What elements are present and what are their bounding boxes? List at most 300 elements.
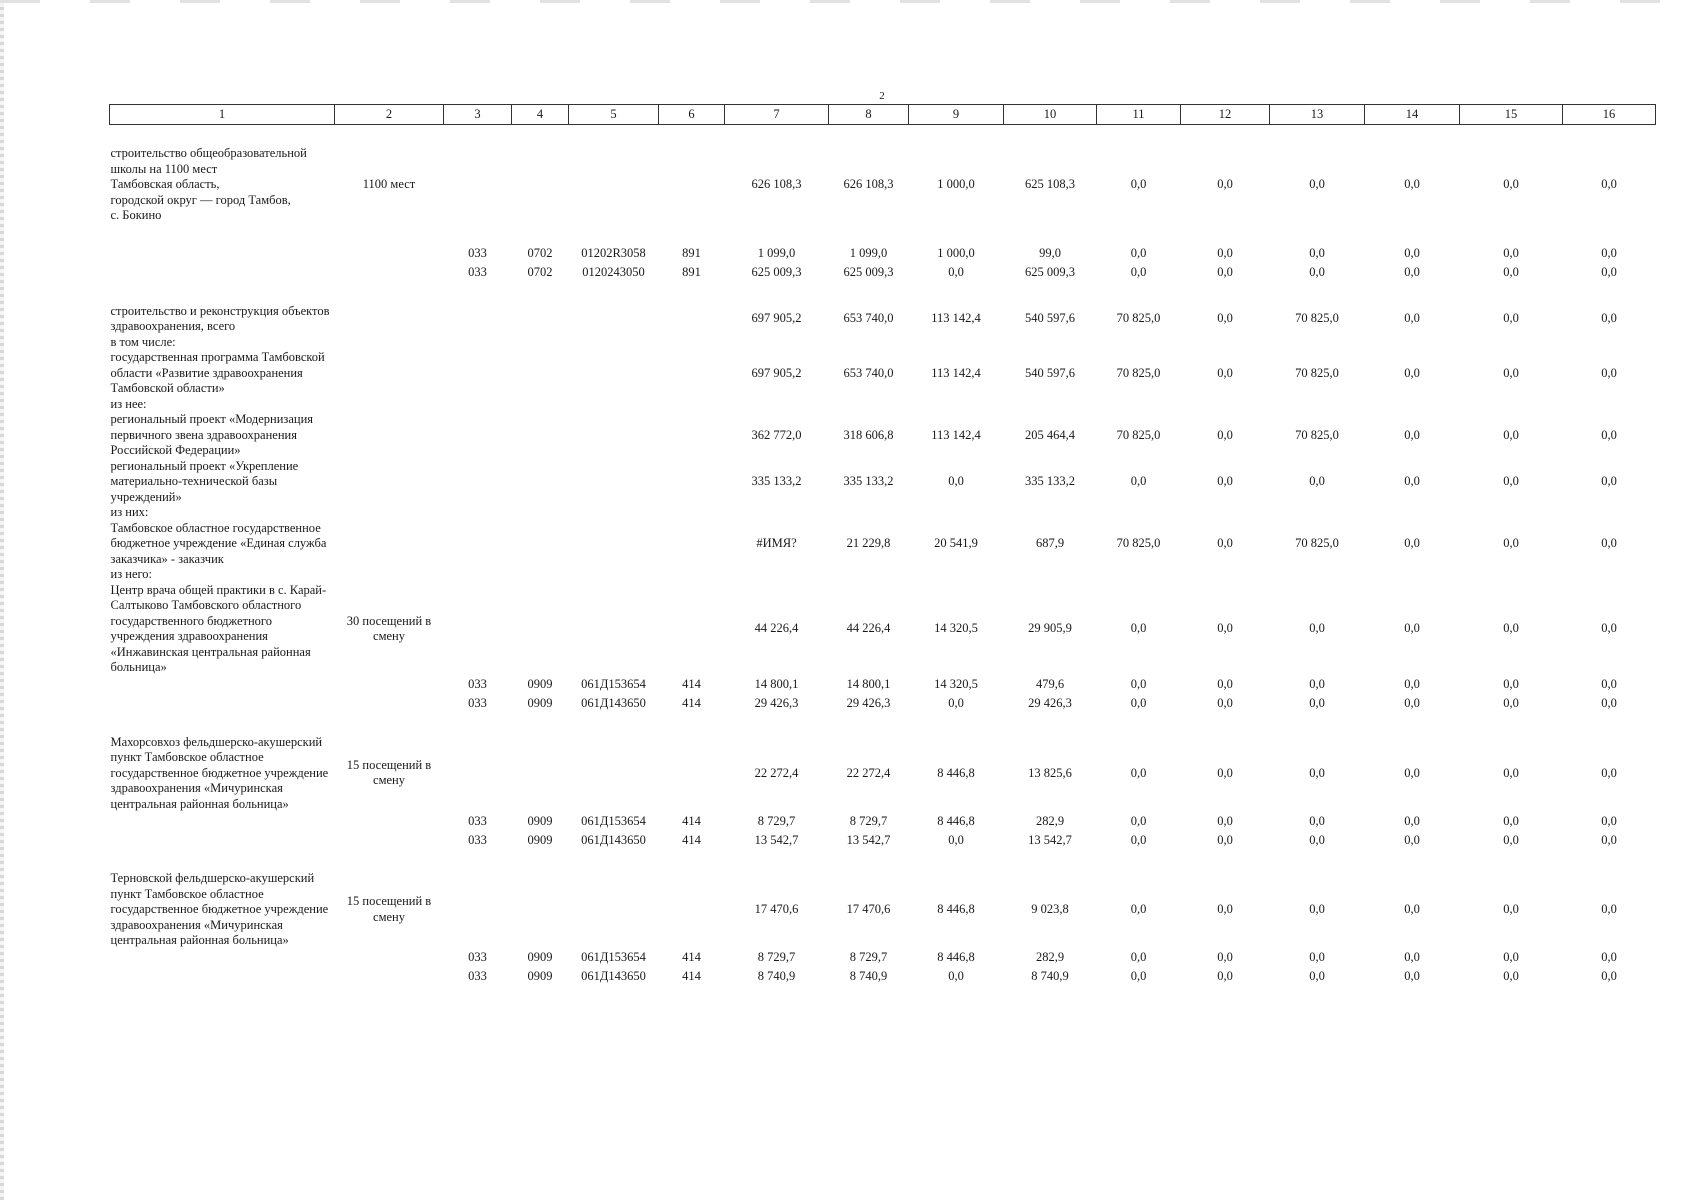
- target-code: [569, 146, 659, 224]
- section-label: из них:: [110, 505, 149, 519]
- value-col-16: 0,0: [1601, 311, 1617, 326]
- value-col-10: 625 009,3: [1025, 265, 1075, 280]
- ministry-code: [444, 350, 512, 397]
- value-col-13: 0,0: [1309, 696, 1325, 711]
- target-code: [569, 412, 659, 459]
- spacer-row: [110, 224, 1656, 245]
- value-col-7: 8 729,7: [757, 813, 796, 828]
- value-col-11: 70 825,0: [1116, 311, 1161, 326]
- value-col-16: 0,0: [1601, 969, 1617, 984]
- value-col-11: 0,0: [1130, 832, 1147, 847]
- object-row: [110, 871, 1656, 949]
- section-code: [512, 459, 569, 506]
- value-col-12: 0,0: [1217, 813, 1233, 828]
- value-col-13: 0,0: [1309, 677, 1325, 692]
- value-col-15: 0,0: [1503, 832, 1519, 847]
- value-col-14: 0,0: [1404, 246, 1420, 261]
- budget-code-row: [110, 831, 1656, 850]
- value-col-8: 625 009,3: [843, 265, 894, 280]
- value-col-7: 8 729,7: [757, 950, 796, 965]
- value-col-15: 0,0: [1503, 969, 1519, 984]
- target-code: 061Д153654: [581, 813, 646, 828]
- value-col-11: 0,0: [1130, 813, 1147, 828]
- value-col-7: 44 226,4: [754, 621, 799, 636]
- capacity: [335, 968, 444, 987]
- object-row: [110, 412, 1656, 459]
- object-row: [110, 304, 1656, 335]
- section-code: 0909: [527, 832, 553, 847]
- object-name: [110, 676, 335, 695]
- value-col-11: 0,0: [1130, 474, 1147, 488]
- value-col-13: 0,0: [1309, 813, 1325, 828]
- expense-type-code: 891: [682, 265, 701, 280]
- value-col-15: 0,0: [1503, 177, 1519, 191]
- column-header-13: 13: [1270, 105, 1365, 125]
- capacity: 15 посещений в смену: [346, 894, 432, 924]
- target-code: 061Д143650: [581, 969, 646, 984]
- section-code: [512, 735, 569, 813]
- ministry-code: 033: [468, 677, 487, 692]
- object-name: [110, 245, 335, 264]
- page-number: 2: [879, 90, 885, 102]
- object-name: Тамбовское областное государственное бюджетное учреждение «Единая служба заказчика» - заказчик: [110, 520, 327, 566]
- value-col-9: 14 320,5: [934, 677, 978, 692]
- table-body: [110, 125, 1656, 987]
- value-col-11: 0,0: [1130, 265, 1147, 280]
- value-col-11: 0,0: [1130, 902, 1147, 916]
- value-col-15: 0,0: [1503, 246, 1519, 261]
- value-col-12: 0,0: [1217, 621, 1233, 636]
- object-name: строительство и реконструкция объектов здравоохранения, всего: [110, 303, 330, 333]
- value-col-12: 0,0: [1217, 365, 1233, 380]
- value-col-14: 0,0: [1404, 696, 1420, 711]
- capacity: [335, 245, 444, 264]
- column-header-12: 12: [1181, 105, 1270, 125]
- expense-type-code: 414: [682, 696, 701, 711]
- budget-code-row: [110, 812, 1656, 831]
- value-col-9: 0,0: [948, 969, 964, 984]
- value-col-10: 8 740,9: [1031, 969, 1069, 984]
- expense-type-code: 414: [682, 950, 701, 965]
- ministry-code: [444, 459, 512, 506]
- ministry-code: 033: [468, 950, 487, 965]
- value-col-8: 29 426,3: [846, 696, 891, 711]
- value-col-7: 626 108,3: [751, 177, 802, 191]
- capacity: [335, 812, 444, 831]
- value-col-10: 540 597,6: [1025, 311, 1075, 326]
- value-col-8: 17 470,6: [846, 902, 891, 916]
- value-col-11: 0,0: [1130, 969, 1147, 984]
- column-header-14: 14: [1365, 105, 1460, 125]
- column-number-header: [110, 105, 1656, 125]
- section-label-row: [110, 567, 1656, 583]
- value-col-12: 0,0: [1217, 677, 1233, 692]
- value-col-12: 0,0: [1217, 311, 1233, 326]
- object-row: [110, 350, 1656, 397]
- value-col-9: 0,0: [948, 832, 964, 847]
- value-col-16: 0,0: [1601, 536, 1617, 550]
- value-col-13: 0,0: [1309, 832, 1325, 847]
- section-label-row: [110, 397, 1656, 413]
- value-col-12: 0,0: [1217, 265, 1233, 280]
- value-col-12: 0,0: [1217, 177, 1233, 191]
- column-header-5: 5: [569, 105, 659, 125]
- value-col-13: 0,0: [1309, 246, 1325, 261]
- expense-type-code: [659, 521, 725, 568]
- value-col-13: 70 825,0: [1295, 311, 1339, 326]
- section-code: [512, 146, 569, 224]
- ministry-code: 033: [468, 969, 487, 984]
- value-col-12: 0,0: [1217, 832, 1233, 847]
- capacity: 1100 мест: [362, 177, 416, 191]
- value-col-14: 0,0: [1404, 832, 1420, 847]
- value-col-9: 113 142,4: [931, 365, 981, 380]
- value-col-8: 653 740,0: [843, 311, 894, 326]
- value-col-9: 8 446,8: [937, 765, 975, 780]
- expense-type-code: [659, 146, 725, 224]
- value-col-16: 0,0: [1601, 427, 1617, 442]
- expense-type-code: [659, 459, 725, 506]
- value-col-14: 0,0: [1404, 365, 1420, 380]
- value-col-9: 1 000,0: [937, 177, 975, 191]
- section-code: 0909: [527, 696, 553, 711]
- value-col-15: 0,0: [1503, 427, 1519, 442]
- capacity: [335, 695, 444, 714]
- value-col-8: 1 099,0: [849, 246, 888, 261]
- value-col-13: 0,0: [1309, 969, 1325, 984]
- value-col-11: 0,0: [1130, 677, 1147, 692]
- value-col-9: 14 320,5: [934, 621, 978, 636]
- value-col-14: 0,0: [1404, 902, 1420, 916]
- target-code: 061Д143650: [581, 832, 646, 847]
- value-col-14: 0,0: [1404, 427, 1420, 442]
- section-code: 0909: [527, 969, 553, 984]
- value-col-10: 99,0: [1039, 246, 1061, 261]
- value-col-13: 0,0: [1309, 621, 1325, 636]
- value-col-13: 0,0: [1309, 902, 1325, 916]
- object-name: региональный проект «Модернизация первичного звена здравоохранения Российской Федерации»: [110, 412, 314, 457]
- section-code: 0702: [527, 246, 553, 261]
- expense-type-code: [659, 412, 725, 459]
- object-name: строительство общеобразовательной школы на 1100 мест Тамбовская область, городской округ — город Тамбов, с. Бокино: [110, 146, 307, 222]
- value-col-12: 0,0: [1217, 950, 1233, 965]
- object-name: государственная программа Тамбовской области «Развитие здравоохранения Тамбовской области»: [110, 350, 325, 395]
- value-col-8: 318 606,8: [843, 427, 894, 442]
- value-col-14: 0,0: [1404, 265, 1420, 280]
- value-col-14: 0,0: [1404, 177, 1420, 191]
- value-col-11: 0,0: [1130, 177, 1147, 191]
- target-code: [569, 871, 659, 949]
- target-code: [569, 735, 659, 813]
- expense-type-code: [659, 304, 725, 335]
- value-col-8: 653 740,0: [843, 365, 894, 380]
- capacity: [335, 459, 444, 506]
- value-col-8: 21 229,8: [846, 536, 891, 550]
- budget-table: [109, 104, 1656, 987]
- value-col-13: 0,0: [1309, 950, 1325, 965]
- capacity: 30 посещений в смену: [346, 613, 432, 643]
- column-header-3: 3: [444, 105, 512, 125]
- value-col-7: 335 133,2: [751, 474, 802, 488]
- value-col-8: 8 729,7: [849, 950, 888, 965]
- target-code: 01202R3058: [581, 246, 646, 261]
- column-header-9: 9: [909, 105, 1004, 125]
- value-col-15: 0,0: [1503, 950, 1519, 965]
- capacity: [335, 676, 444, 695]
- object-name: Махорсовхоз фельдшерско-акушерский пункт Тамбовское областное государственное бюджетное учреждение здравоохранения «Мичуринская центральная районная больница»: [110, 734, 329, 811]
- value-col-10: 9 023,8: [1031, 902, 1069, 916]
- target-code: [569, 350, 659, 397]
- value-col-11: 0,0: [1130, 621, 1147, 636]
- value-col-16: 0,0: [1601, 765, 1617, 780]
- object-name: региональный проект «Укрепление материально-технической базы учреждений»: [110, 458, 299, 504]
- value-col-15: 0,0: [1503, 311, 1519, 326]
- object-name: [110, 968, 335, 987]
- value-col-14: 0,0: [1404, 969, 1420, 984]
- expense-type-code: 414: [682, 677, 701, 692]
- section-code: [512, 583, 569, 676]
- value-col-7: 13 542,7: [754, 832, 799, 847]
- value-col-16: 0,0: [1601, 246, 1617, 261]
- object-row: [110, 146, 1656, 224]
- expense-type-code: 414: [682, 813, 701, 828]
- value-col-9: 0,0: [948, 474, 964, 488]
- value-col-14: 0,0: [1404, 813, 1420, 828]
- value-col-15: 0,0: [1503, 365, 1519, 380]
- value-col-11: 70 825,0: [1116, 427, 1161, 442]
- value-col-11: 0,0: [1130, 765, 1147, 780]
- budget-code-row: [110, 245, 1656, 264]
- value-col-12: 0,0: [1217, 969, 1233, 984]
- value-col-16: 0,0: [1601, 813, 1617, 828]
- section-code: 0909: [527, 813, 553, 828]
- scan-edge-left: [0, 0, 4, 1200]
- value-col-15: 0,0: [1503, 696, 1519, 711]
- ministry-code: [444, 412, 512, 459]
- value-col-9: 8 446,8: [937, 950, 975, 965]
- value-col-10: 687,9: [1035, 536, 1065, 550]
- value-col-16: 0,0: [1601, 696, 1617, 711]
- column-header-4: 4: [512, 105, 569, 125]
- budget-code-row: [110, 949, 1656, 968]
- spacer-row: [110, 283, 1656, 304]
- expense-type-code: [659, 350, 725, 397]
- value-col-16: 0,0: [1601, 621, 1617, 636]
- section-code: [512, 521, 569, 568]
- value-col-7: 697 905,2: [751, 311, 802, 326]
- target-code: [569, 521, 659, 568]
- value-col-13: 0,0: [1309, 265, 1325, 280]
- ministry-code: [444, 521, 512, 568]
- value-col-14: 0,0: [1404, 311, 1420, 326]
- section-label: в том числе:: [110, 334, 176, 349]
- capacity: [335, 264, 444, 283]
- column-header-16: 16: [1563, 105, 1656, 125]
- value-col-8: 22 272,4: [846, 765, 891, 780]
- column-header-6: 6: [659, 105, 725, 125]
- value-col-13: 0,0: [1309, 765, 1325, 780]
- value-col-15: 0,0: [1503, 902, 1519, 916]
- target-code: 061Д143650: [581, 696, 646, 711]
- value-col-9: 20 541,9: [934, 536, 978, 550]
- target-code: [569, 459, 659, 506]
- column-header-15: 15: [1460, 105, 1563, 125]
- section-label: из нее:: [110, 396, 147, 411]
- value-col-16: 0,0: [1601, 474, 1617, 488]
- expense-type-code: [659, 583, 725, 676]
- section-label: из него:: [110, 567, 153, 581]
- value-col-15: 0,0: [1503, 621, 1519, 636]
- expense-type-code: 414: [682, 969, 701, 984]
- value-col-16: 0,0: [1601, 950, 1617, 965]
- section-label-row: [110, 335, 1656, 351]
- value-col-9: 8 446,8: [937, 813, 975, 828]
- value-col-10: 335 133,2: [1025, 474, 1075, 488]
- value-col-7: 362 772,0: [751, 427, 802, 442]
- value-col-8: 44 226,4: [846, 621, 891, 636]
- value-col-7: #ИМЯ?: [756, 536, 797, 550]
- value-col-15: 0,0: [1503, 474, 1519, 488]
- value-col-13: 70 825,0: [1295, 427, 1339, 442]
- value-col-10: 205 464,4: [1025, 427, 1075, 442]
- value-col-13: 70 825,0: [1295, 536, 1339, 550]
- value-col-10: 13 542,7: [1028, 832, 1072, 847]
- section-code: [512, 412, 569, 459]
- target-code: 061Д153654: [581, 950, 646, 965]
- spacer-row: [110, 714, 1656, 735]
- value-col-10: 13 825,6: [1028, 765, 1072, 780]
- spacer-row: [110, 125, 1656, 147]
- budget-code-row: [110, 695, 1656, 714]
- value-col-7: 625 009,3: [751, 265, 802, 280]
- column-header-7: 7: [725, 105, 829, 125]
- value-col-10: 625 108,3: [1025, 177, 1075, 191]
- ministry-code: 033: [468, 265, 487, 280]
- ministry-code: [444, 146, 512, 224]
- value-col-13: 70 825,0: [1295, 365, 1339, 380]
- target-code: 061Д153654: [581, 677, 646, 692]
- target-code: 0120243050: [582, 265, 645, 280]
- value-col-10: 540 597,6: [1025, 365, 1075, 380]
- capacity: [335, 412, 444, 459]
- section-label-row: [110, 505, 1656, 521]
- value-col-12: 0,0: [1217, 765, 1233, 780]
- value-col-8: 14 800,1: [846, 677, 891, 692]
- value-col-9: 1 000,0: [937, 246, 975, 261]
- value-col-7: 1 099,0: [757, 246, 796, 261]
- value-col-14: 0,0: [1404, 765, 1420, 780]
- value-col-7: 14 800,1: [754, 677, 799, 692]
- value-col-13: 0,0: [1309, 474, 1325, 488]
- value-col-11: 70 825,0: [1116, 365, 1161, 380]
- value-col-12: 0,0: [1217, 246, 1233, 261]
- value-col-12: 0,0: [1217, 536, 1233, 550]
- value-col-12: 0,0: [1217, 902, 1233, 916]
- ministry-code: [444, 735, 512, 813]
- object-name: [110, 264, 335, 283]
- expense-type-code: [659, 735, 725, 813]
- section-code: [512, 350, 569, 397]
- object-name: [110, 831, 335, 850]
- value-col-8: 8 729,7: [849, 813, 888, 828]
- value-col-14: 0,0: [1404, 621, 1420, 636]
- section-code: 0909: [527, 950, 553, 965]
- capacity: [335, 304, 444, 335]
- expense-type-code: [659, 871, 725, 949]
- capacity: [335, 949, 444, 968]
- value-col-7: 22 272,4: [754, 765, 799, 780]
- value-col-13: 0,0: [1309, 177, 1325, 191]
- budget-code-row: [110, 264, 1656, 283]
- scan-edge-top: [0, 0, 1697, 3]
- object-row: [110, 459, 1656, 506]
- value-col-15: 0,0: [1503, 677, 1519, 692]
- column-header-11: 11: [1097, 105, 1181, 125]
- value-col-15: 0,0: [1503, 536, 1519, 550]
- ministry-code: 033: [468, 696, 487, 711]
- capacity: 15 посещений в смену: [346, 757, 432, 788]
- value-col-11: 0,0: [1130, 246, 1147, 261]
- value-col-9: 113 142,4: [931, 311, 981, 326]
- object-name: Центр врача общей практики в с. Карай-Салтыково Тамбовского областного государственного бюджетного учреждения здравоохранения «Инжавинская центральная районная больница»: [110, 582, 327, 674]
- section-code: [512, 871, 569, 949]
- value-col-9: 8 446,8: [937, 902, 975, 916]
- capacity: [335, 350, 444, 397]
- expense-type-code: 891: [682, 246, 701, 261]
- section-code: [512, 304, 569, 335]
- value-col-15: 0,0: [1503, 765, 1519, 780]
- value-col-14: 0,0: [1404, 677, 1420, 692]
- value-col-8: 335 133,2: [843, 474, 894, 488]
- value-col-11: 0,0: [1130, 950, 1147, 965]
- ministry-code: 033: [468, 246, 487, 261]
- value-col-16: 0,0: [1601, 365, 1617, 380]
- object-row: [110, 583, 1656, 676]
- value-col-12: 0,0: [1217, 474, 1233, 488]
- ministry-code: [444, 304, 512, 335]
- target-code: [569, 583, 659, 676]
- object-row: [110, 735, 1656, 813]
- capacity: [335, 831, 444, 850]
- value-col-11: 0,0: [1130, 696, 1147, 711]
- column-header-2: 2: [335, 105, 444, 125]
- value-col-16: 0,0: [1601, 832, 1617, 847]
- value-col-10: 479,6: [1035, 677, 1065, 692]
- value-col-15: 0,0: [1503, 265, 1519, 280]
- value-col-10: 282,9: [1035, 950, 1065, 965]
- ministry-code: 033: [468, 832, 487, 847]
- value-col-16: 0,0: [1601, 265, 1617, 280]
- value-col-11: 70 825,0: [1116, 536, 1161, 550]
- ministry-code: [444, 871, 512, 949]
- value-col-16: 0,0: [1601, 677, 1617, 692]
- value-col-9: 113 142,4: [931, 427, 981, 442]
- value-col-8: 8 740,9: [849, 969, 888, 984]
- value-col-14: 0,0: [1404, 474, 1420, 488]
- value-col-12: 0,0: [1217, 696, 1233, 711]
- column-header-10: 10: [1004, 105, 1097, 125]
- value-col-14: 0,0: [1404, 536, 1420, 550]
- budget-code-row: [110, 676, 1656, 695]
- value-col-15: 0,0: [1503, 813, 1519, 828]
- value-col-16: 0,0: [1601, 902, 1617, 916]
- value-col-7: 697 905,2: [751, 365, 802, 380]
- expense-type-code: 414: [682, 832, 701, 847]
- value-col-9: 0,0: [948, 265, 964, 280]
- spacer-row: [110, 850, 1656, 871]
- target-code: [569, 304, 659, 335]
- value-col-8: 13 542,7: [846, 832, 891, 847]
